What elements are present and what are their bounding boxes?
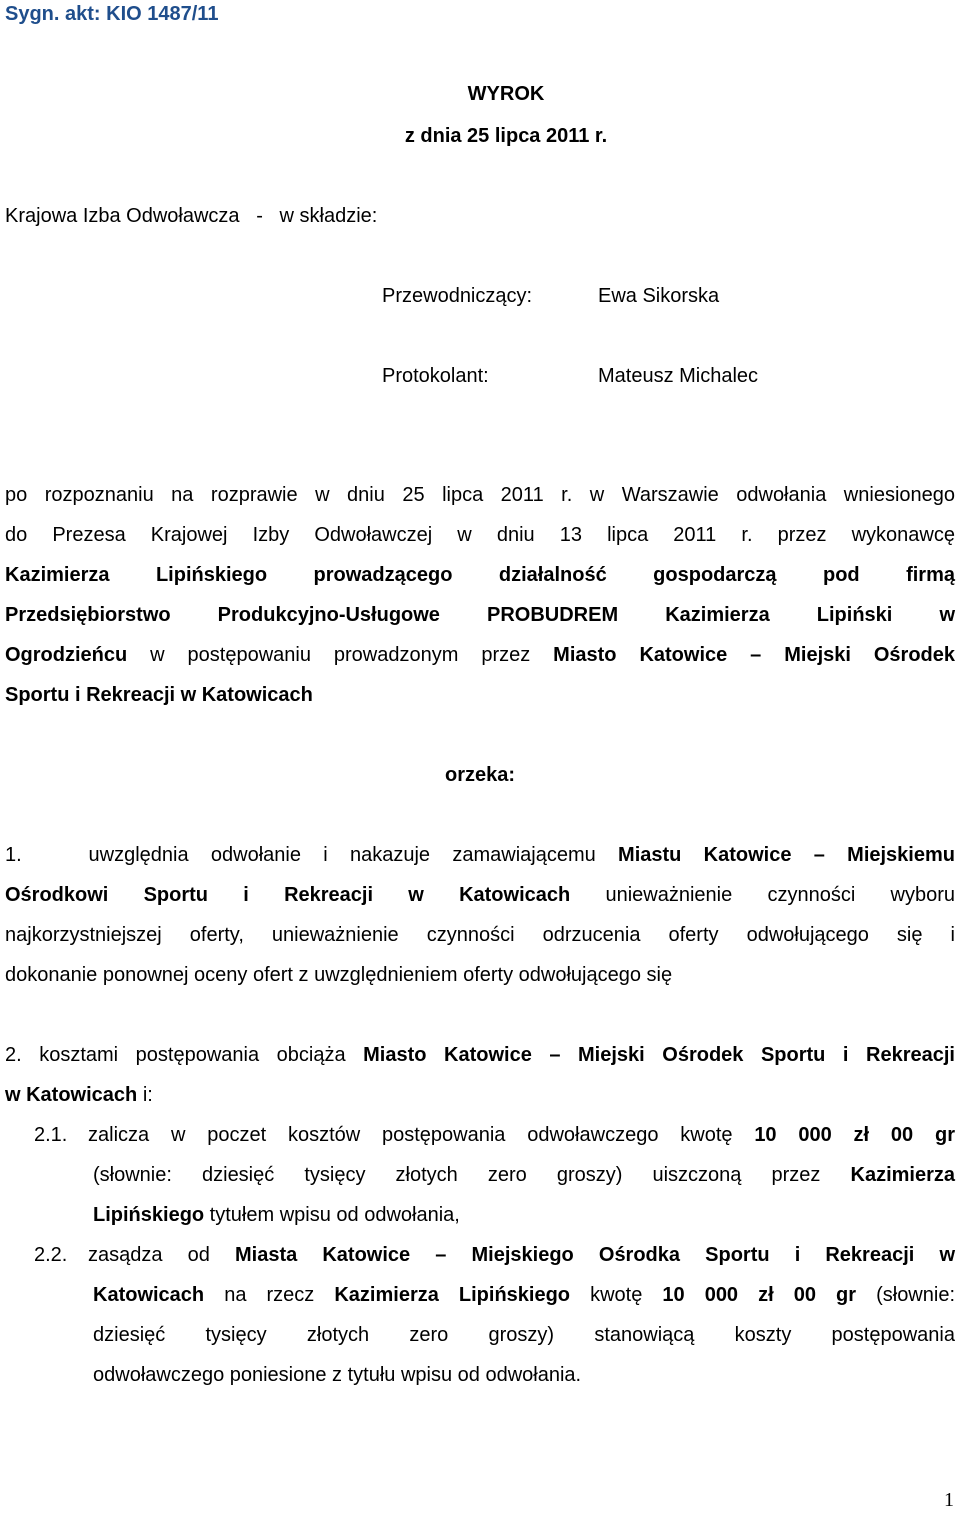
clerk-label: Protokolant:	[382, 365, 489, 387]
item-1-line: dokonanie ponownej oceny ofert z uwzględnieniem oferty odwołującego się	[5, 964, 673, 986]
item-2-text: i:	[137, 1084, 153, 1106]
item-2-2-text: na rzecz	[204, 1284, 335, 1306]
item-1-line	[5, 883, 955, 907]
item-2-2-number: 2.2.	[34, 1244, 68, 1266]
intro-bold: Ogrodzieńcu	[5, 644, 128, 666]
item-2-1-bold: Kazimierza	[850, 1164, 955, 1186]
item-2-1-text: (słownie: dziesięć tysięcy złotych zero groszy) uiszczoną przez	[93, 1164, 851, 1186]
item-1-bold: Ośrodkowi Sportu i Rekreacji w Katowicach	[5, 884, 571, 906]
intro-line	[5, 643, 955, 667]
item-2-1-line	[93, 1203, 460, 1227]
item-2-2-text: (słownie:	[856, 1284, 956, 1306]
item-1-text: unieważnienie czynności wyboru	[570, 884, 955, 906]
intro-line: Sportu i Rekreacji w Katowicach	[5, 684, 313, 706]
item-1-line	[5, 843, 955, 867]
item-2-2-bold: Miasta Katowice – Miejskiego Ośrodka Sportu i Rekreacji w	[234, 1244, 955, 1266]
chair-label: Przewodniczący:	[382, 285, 533, 307]
case-signature: Sygn. akt: KIO 1487/11	[5, 3, 219, 25]
verdict-heading: WYROK	[467, 83, 545, 105]
item-2-1-line	[88, 1123, 955, 1147]
item-2-2-text: kwotę	[570, 1284, 663, 1306]
item-2-2-bold: 10 000 zł 00 gr	[662, 1284, 857, 1306]
item-2-line	[5, 1043, 955, 1067]
intro-line: Przedsiębiorstwo Produkcyjno-Usługowe PROBUDREM Kazimierza Lipiński w	[5, 604, 955, 626]
chamber-line: Krajowa Izba Odwoławcza - w składzie:	[5, 205, 378, 227]
item-2-2-bold: Katowicach	[93, 1284, 205, 1306]
intro-text: w postępowaniu prowadzonym przez	[127, 644, 554, 666]
item-2-bold: w Katowicach	[5, 1084, 138, 1106]
intro-line: po rozpoznaniu na rozprawie w dniu 25 lipca 2011 r. w Warszawie odwołania wniesionego	[5, 484, 955, 506]
item-2-2-text: zasądza od	[88, 1244, 235, 1266]
item-2-2-bold: Kazimierza Lipińskiego	[334, 1284, 571, 1306]
item-2-2-line: odwoławczego poniesione z tytułu wpisu od odwołania.	[93, 1364, 582, 1386]
intro-bold: Miasto Katowice – Miejski Ośrodek	[553, 644, 955, 666]
verdict-date: z dnia 25 lipca 2011 r.	[404, 125, 608, 147]
chair-name: Ewa Sikorska	[598, 285, 720, 307]
ruling-word: orzeka:	[444, 764, 516, 786]
item-2-1-bold: 10 000 zł 00 gr	[754, 1124, 955, 1146]
item-2-1-text: zalicza w poczet kosztów postępowania odwoławczego kwotę	[88, 1124, 755, 1146]
item-2-2-line: dziesięć tysięcy złotych zero groszy) stanowiącą koszty postępowania	[93, 1324, 955, 1346]
item-2-1-line	[93, 1163, 955, 1187]
item-2-1-number: 2.1.	[34, 1124, 68, 1146]
item-2-1-text: tytułem wpisu od odwołania,	[204, 1204, 460, 1226]
item-1-bold: Miastu Katowice – Miejskiemu	[618, 844, 955, 866]
page-number: 1	[944, 1489, 954, 1511]
item-2-2-line	[88, 1243, 955, 1267]
item-2-bold: Miasto Katowice – Miejski Ośrodek Sportu i Rekreacji	[363, 1044, 955, 1066]
item-1-line: najkorzystniejszej oferty, unieważnienie czynności odrzucenia oferty odwołującego się i	[5, 924, 955, 946]
item-2-line	[5, 1083, 153, 1107]
item-1-text: 1. uwzględnia odwołanie i nakazuje zamawiającemu	[5, 844, 619, 866]
intro-line: Kazimierza Lipińskiego prowadzącego działalność gospodarczą pod firmą	[5, 564, 955, 586]
item-2-1-bold: Lipińskiego	[93, 1204, 205, 1226]
item-2-text: 2. kosztami postępowania obciąża	[5, 1044, 364, 1066]
clerk-name: Mateusz Michalec	[598, 365, 759, 387]
item-2-2-line	[93, 1283, 955, 1307]
intro-line: do Prezesa Krajowej Izby Odwoławczej w dniu 13 lipca 2011 r. przez wykonawcę	[5, 524, 955, 546]
